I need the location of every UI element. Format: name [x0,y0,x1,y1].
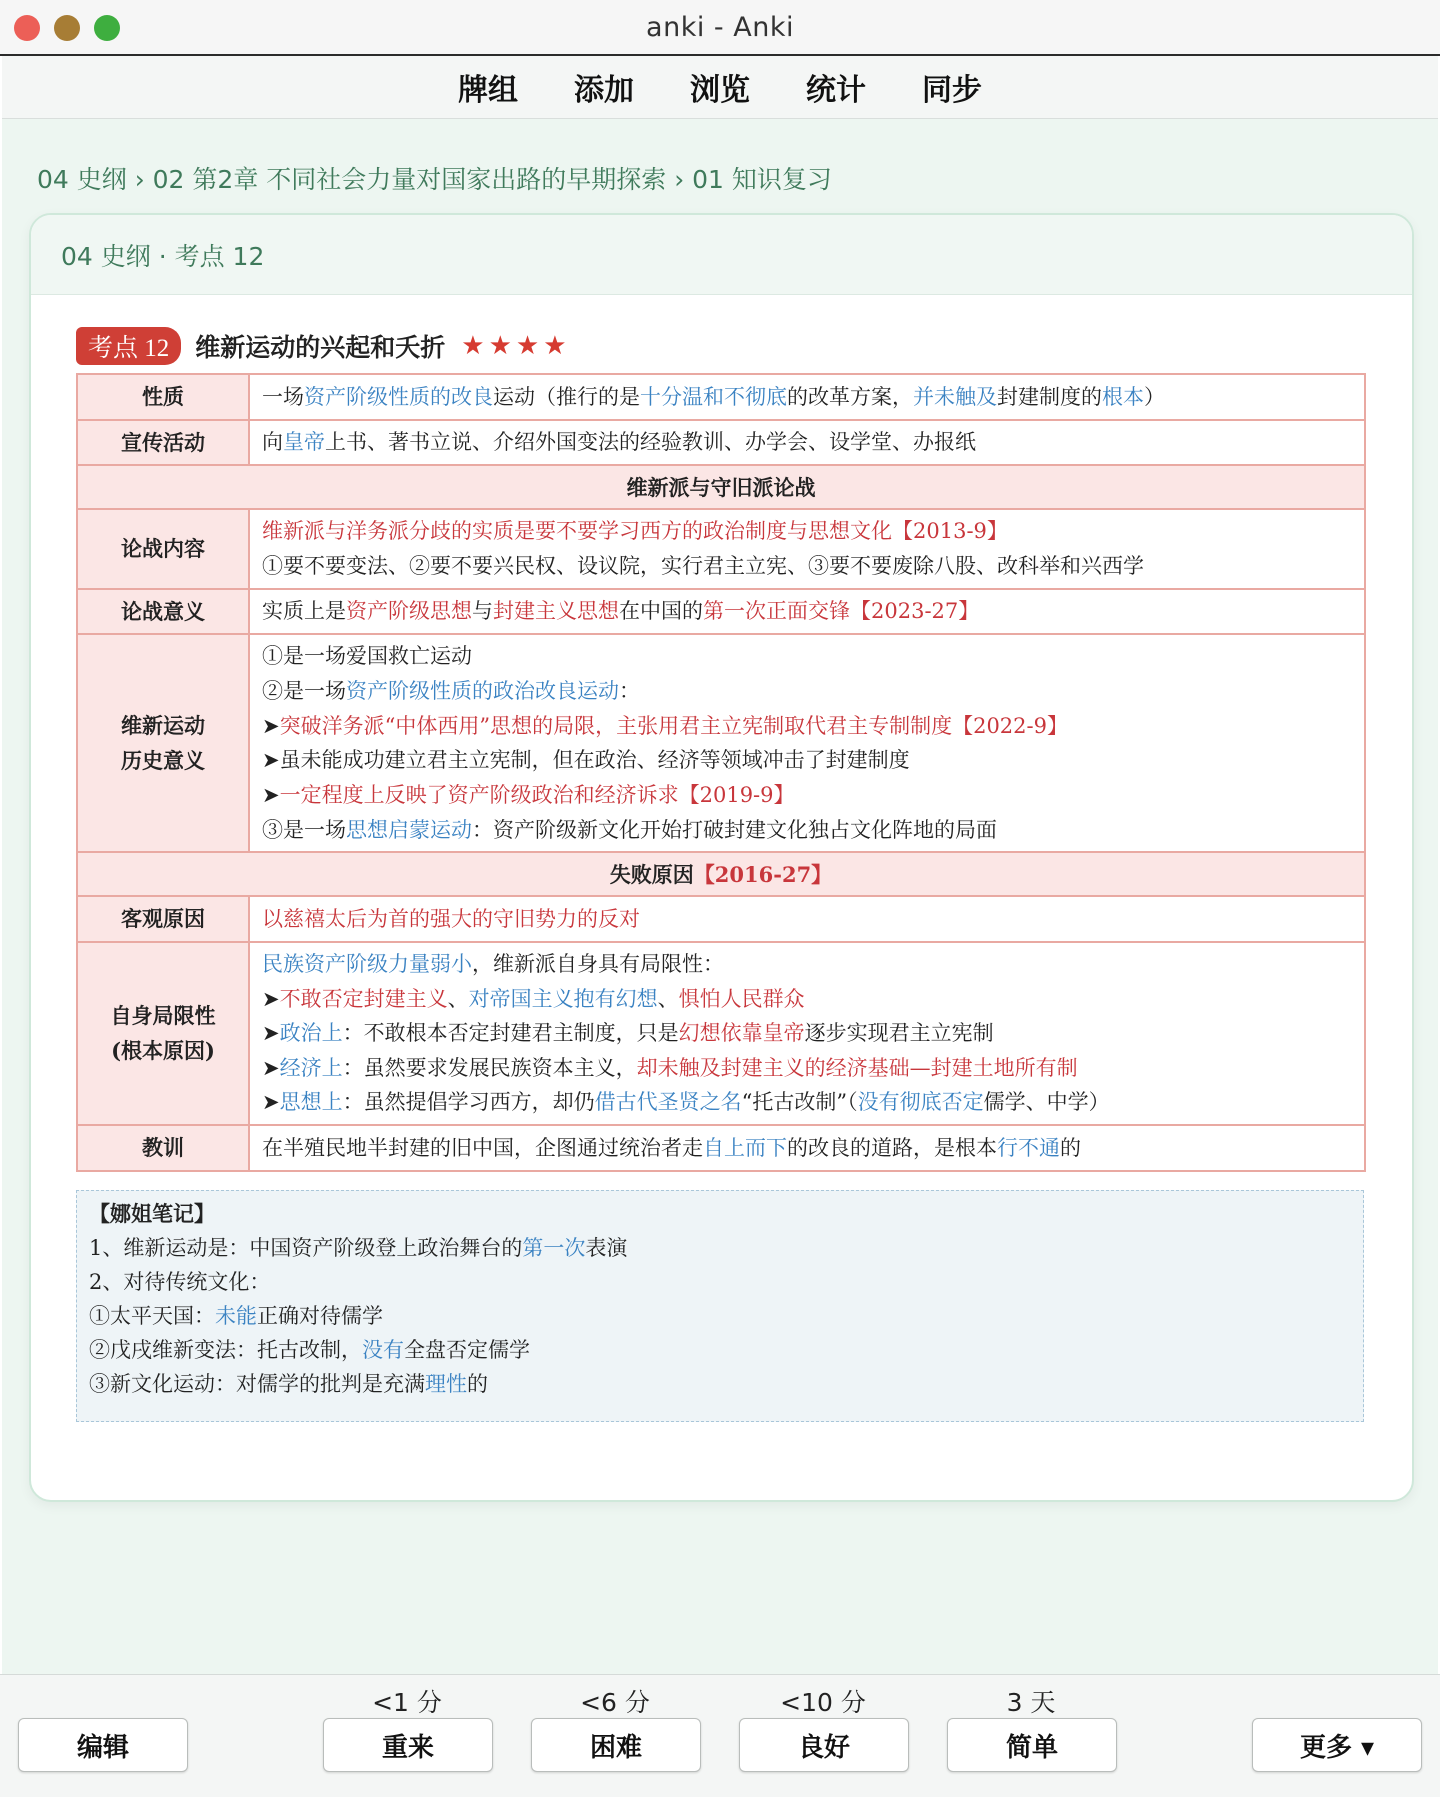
table-row [77,896,1365,942]
easy-button[interactable]: 简单 [947,1718,1117,1772]
table-row [77,509,1365,588]
row-label: 宣传活动 [77,420,249,466]
close-window-button[interactable] [14,15,40,41]
window-titlebar [0,0,1440,56]
card-header: 04 史纲 · 考点 12 [31,215,1412,295]
row-body: 一场资产阶级性质的改良运动（推行的是十分温和不彻底的改革方案，并未触及封建制度的根本） [249,374,1365,420]
card-content [76,327,1366,1422]
notes-line: 2、对待传统文化： [89,1269,271,1294]
topic-badge: 考点 12 [76,327,181,365]
toolbar-sync[interactable]: 同步 [922,73,982,108]
notes-title: 【娜姐笔记】 [89,1200,215,1226]
edit-button[interactable]: 编辑 [18,1718,188,1772]
row-label: 性质 [77,374,249,420]
toolbar-stats[interactable]: 统计 [806,73,866,108]
review-area [2,119,1438,1674]
again-interval: <1 分 [372,1688,442,1717]
notes-line: ①太平天国：未能正确对待儒学 [89,1303,383,1328]
row-body: 向皇帝上书、著书立说、介绍外国变法的经验教训、办学会、设学堂、办报纸 [249,420,1365,466]
table-section-row [77,852,1365,896]
flashcard [29,213,1414,1502]
topic-title: 维新运动的兴起和夭折 [195,335,446,362]
table-row [77,589,1365,635]
table-row [77,374,1365,420]
row-label: 自身局限性 (根本原因) [77,942,249,1125]
topic-heading [76,327,1366,365]
row-label: 教训 [77,1125,249,1171]
table-row [77,420,1365,466]
toolbar-add[interactable]: 添加 [574,73,634,108]
row-body: 民族资产阶级力量弱小，维新派自身具有局限性： ➤不敢否定封建主义、对帝国主义抱有幻想、惧怕人民群众 ➤政治上：不敢根本否定封建君主制度，只是幻想依靠皇帝逐步实现君主立宪制 ➤经济上：虽然要求发展民族资本主义，却未触及封建主义的经济基础—封建土地所有制 ➤思想上：虽然提倡学习西方，却仍借古代圣贤之名“托古改制”（没有彻底否定儒学、中学） [249,942,1365,1125]
table-section-row [77,465,1365,509]
row-body: 维新派与洋务派分歧的实质是要不要学习西方的政治制度与思想文化【2013-9】 ①要不要变法、②要不要兴民权、设议院，实行君主立宪、③要不要废除八股、改科举和兴西学 [249,509,1365,588]
row-body: ①是一场爱国救亡运动 ②是一场资产阶级性质的政治改良运动： ➤突破洋务派“中体西用”思想的局限，主张用君主立宪制取代君主专制制度【2022-9】 ➤虽未能成功建立君主立宪制，但在政治、经济等领域冲击了封建制度 ➤一定程度上反映了资产阶级政治和经济诉求【2019-9】 ③是一场思想启蒙运动：资产阶级新文化开始打破封建文化独占文化阵地的局面 [249,634,1365,852]
row-body: 在半殖民地半封建的旧中国，企图通过统治者走自上而下的改良的道路，是根本行不通的 [249,1125,1365,1171]
answer-bar [0,1674,1440,1797]
more-menu-button[interactable]: 更多 ▾ [1252,1718,1422,1772]
notes-line: ③新文化运动：对儒学的批判是充满理性的 [89,1371,488,1396]
notes-line: ②戊戌维新变法：托古改制，没有全盘否定儒学 [89,1337,530,1362]
row-label: 论战内容 [77,509,249,588]
hard-interval: <6 分 [580,1688,650,1717]
table-row [77,1125,1365,1171]
easy-interval: 3 天 [1006,1688,1056,1717]
minimize-window-button[interactable] [54,15,80,41]
main-toolbar [2,56,1438,119]
good-interval: <10 分 [780,1688,866,1717]
row-label: 维新运动 历史意义 [77,634,249,852]
knowledge-table [76,373,1366,1172]
hard-button[interactable]: 困难 [531,1718,701,1772]
good-button[interactable]: 良好 [739,1718,909,1772]
row-body: 实质上是资产阶级思想与封建主义思想在中国的第一次正面交锋【2023-27】 [249,589,1365,635]
again-button[interactable]: 重来 [323,1718,493,1772]
row-label: 客观原因 [77,896,249,942]
toolbar-decks[interactable]: 牌组 [458,73,518,108]
row-label: 论战意义 [77,589,249,635]
section-heading: 维新派与守旧派论战 [77,465,1365,509]
notes-line: 1、维新运动是：中国资产阶级登上政治舞台的第一次表演 [89,1235,628,1260]
study-notes [76,1190,1364,1422]
zoom-window-button[interactable] [94,15,120,41]
star-rating-icon: ★★★★ [461,331,571,361]
row-body: 以慈禧太后为首的强大的守旧势力的反对 [249,896,1365,942]
window-title: anki - Anki [646,11,794,43]
window-controls [14,15,120,41]
table-row [77,942,1365,1125]
table-row [77,634,1365,852]
section-heading: 失败原因【2016-27】 [77,852,1365,896]
breadcrumb: 04 史纲 › 02 第2章 不同社会力量对国家出路的早期探索 › 01 知识复习 [37,165,832,194]
toolbar-browse[interactable]: 浏览 [690,73,750,108]
